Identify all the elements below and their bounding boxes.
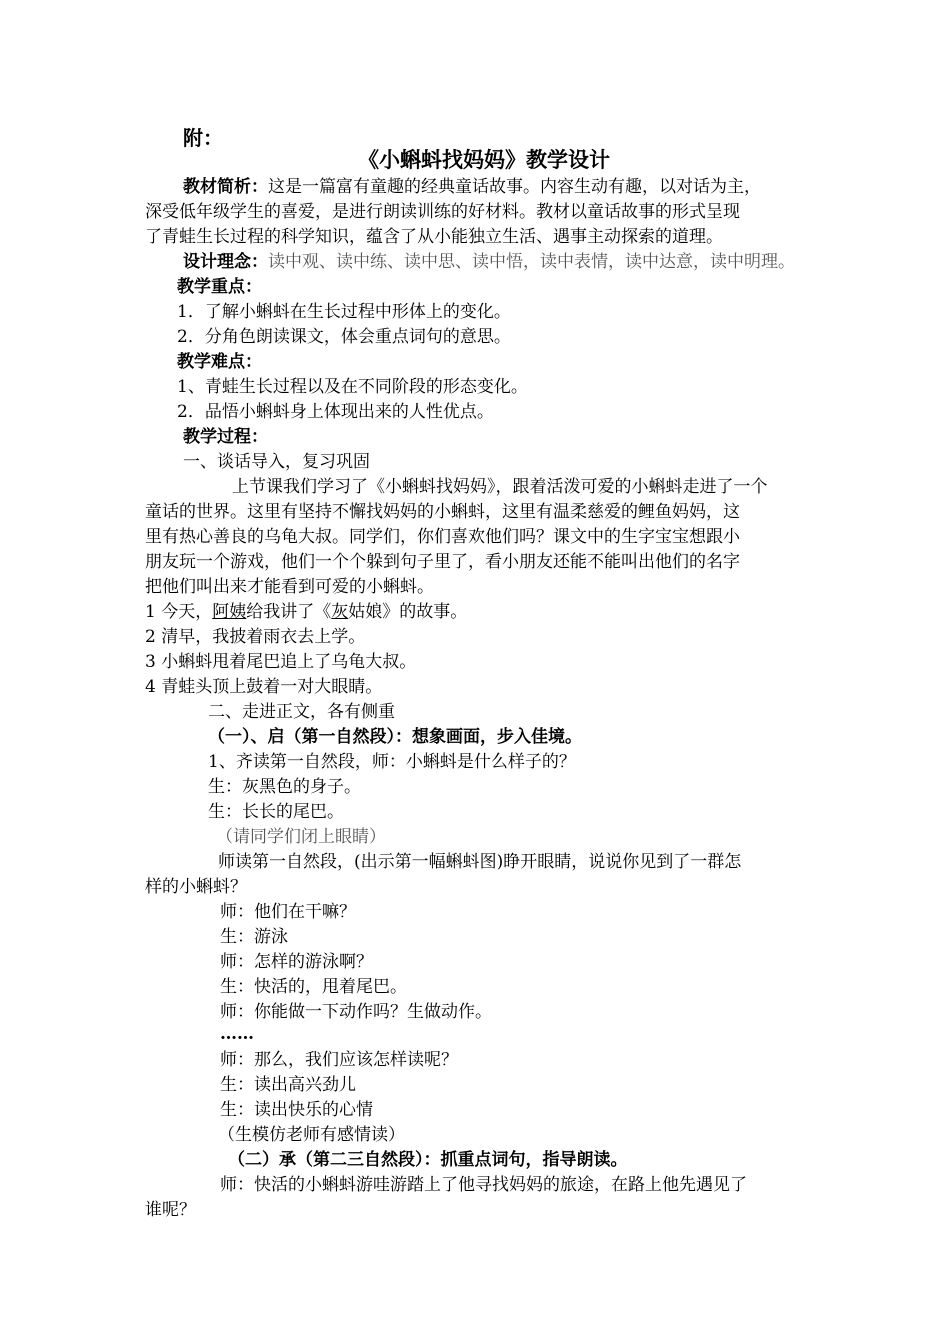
dialogue-4: 生：快活的，甩着尾巴。	[220, 977, 407, 997]
dialogue-5: 师：你能做一下动作吗？生做动作。	[220, 1002, 492, 1022]
analysis-line-3: 了青蛙生长过程的科学知识，蕴含了从小能独立生活、遇事主动探索的道理。	[145, 227, 723, 247]
teacher-line-2-2: 谁呢？	[145, 1200, 196, 1220]
attachment-label: 附：	[183, 126, 223, 150]
difficulties-heading: 教学难点：	[177, 352, 262, 372]
difficulty-1: 1、青蛙生长过程以及在不同阶段的形态变化。	[177, 377, 528, 397]
intro-paragraph-line-3: 里有热心善良的乌龟大叔。同学们，你们喜欢他们吗？课文中的生字宝宝想跟小	[145, 527, 740, 547]
dialogue-2: 生：游泳	[220, 927, 288, 947]
difficulty-2: 2．品悟小蝌蚪身上体现出来的人性优点。	[177, 402, 494, 422]
intro-paragraph-line-1: 上节课我们学习了《小蝌蚪找妈妈》，跟着活泼可爱的小蝌蚪走进了一个	[232, 477, 768, 497]
intro-paragraph-line-5: 把他们叫出来才能看到可爱的小蝌蚪。	[145, 577, 434, 597]
question-1: 1、齐读第一自然段，师：小蝌蚪是什么样子的？	[208, 752, 576, 772]
step-1-heading: 一、谈话导入，复习巩固	[183, 452, 370, 472]
teacher-reading-line-2: 样的小蝌蚪？	[145, 877, 247, 897]
concept-label: 设计理念：	[183, 252, 268, 272]
step-2-heading: 二、走进正文，各有侧重	[208, 702, 395, 722]
subsection-1-heading: （一）、启（第一自然段）：想象画面，步入佳境。	[208, 727, 582, 747]
key-point-1: 1．了解小蝌蚪在生长过程中形体上的变化。	[177, 302, 511, 322]
teacher-line-2-1: 师：快活的小蝌蚪游哇游踏上了他寻找妈妈的旅途，在路上他先遇见了	[220, 1175, 747, 1195]
sentence-4: 4 青蛙头顶上鼓着一对大眼睛。	[145, 677, 383, 697]
dialogue-8: 生：读出快乐的心情	[220, 1100, 373, 1120]
dialogue-1: 师：他们在干嘛？	[220, 902, 356, 922]
underlined-word-hui: 灰	[331, 602, 349, 622]
concept-line: 设计理念：读中观、读中练、读中思、读中悟，读中表情，读中达意，读中明理。	[183, 252, 795, 272]
analysis-line-2: 深受低年级学生的喜爱，是进行朗读训练的好材料。教材以童话故事的形式呈现	[145, 202, 740, 222]
underlined-word-ayi: 阿姨	[212, 602, 247, 622]
answer-2: 生：长长的尾巴。	[208, 802, 344, 822]
analysis-label: 教材简析：	[183, 177, 268, 197]
document-title: 《小蝌蚪找妈妈》教学设计	[358, 147, 610, 172]
answer-1: 生：灰黑色的身子。	[208, 777, 361, 797]
note-close-eyes: （请同学们闭上眼睛）	[216, 827, 386, 847]
analysis-line-1: 教材简析：这是一篇富有童趣的经典童话故事。内容生动有趣，以对话为主，	[183, 177, 761, 197]
key-point-2: 2．分角色朗读课文，体会重点词句的意思。	[177, 327, 511, 347]
sentence-3: 3 小蝌蚪甩着尾巴追上了乌龟大叔。	[145, 652, 417, 672]
teacher-reading-line-1: 师读第一自然段，(出示第一幅蝌蚪图)睁开眼睛，说说你见到了一群怎	[218, 852, 742, 872]
dialogue-7: 生：读出高兴劲儿	[220, 1075, 356, 1095]
intro-paragraph-line-2: 童话的世界。这里有坚持不懈找妈妈的小蝌蚪，这里有温柔慈爱的鲤鱼妈妈，这	[145, 502, 740, 522]
process-heading: 教学过程：	[183, 427, 268, 447]
sentence-1: 1 今天，阿姨给我讲了《灰姑娘》的故事。	[145, 602, 468, 622]
note-imitate: （生模仿老师有感情读）	[218, 1125, 405, 1145]
intro-paragraph-line-4: 朋友玩一个游戏，他们一个个躲到句子里了，看小朋友还能不能叫出他们的名字	[145, 552, 740, 572]
subsection-2-heading: （二）承（第二三自然段）：抓重点词句，指导朗读。	[228, 1150, 628, 1170]
sentence-2: 2 清早，我披着雨衣去上学。	[145, 627, 366, 647]
key-points-heading: 教学重点：	[177, 277, 262, 297]
ellipsis: ……	[220, 1024, 254, 1044]
dialogue-3: 师：怎样的游泳啊？	[220, 952, 373, 972]
dialogue-6: 师：那么，我们应该怎样读呢？	[220, 1050, 458, 1070]
